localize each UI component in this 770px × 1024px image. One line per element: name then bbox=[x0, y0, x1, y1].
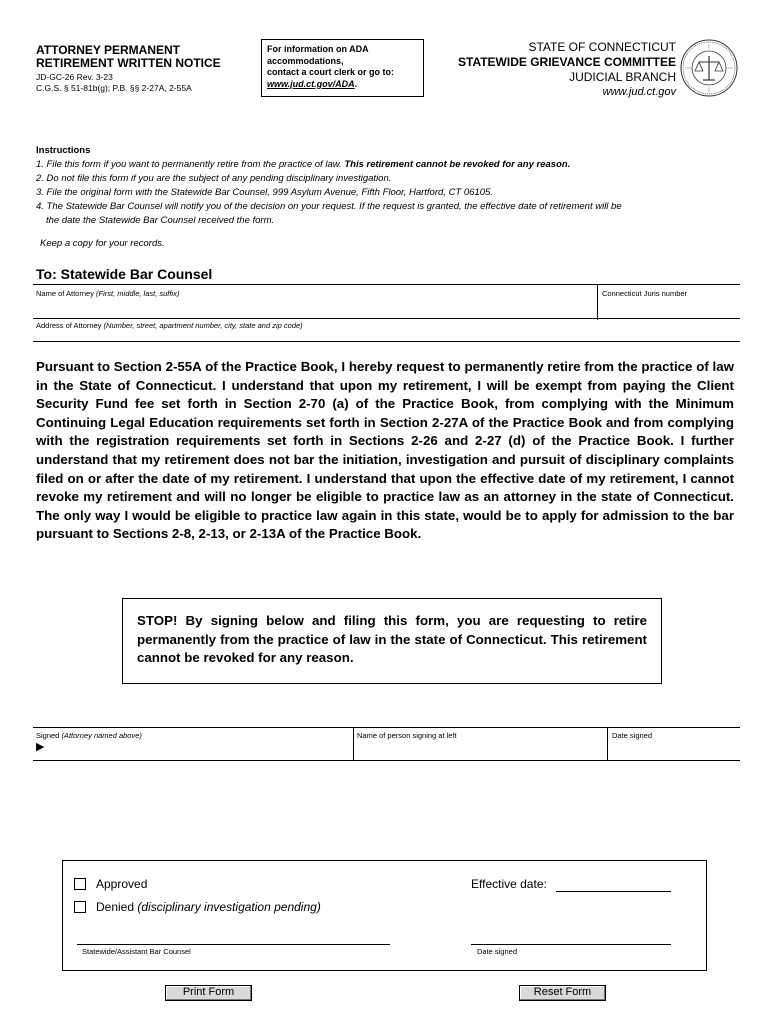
sign-here-arrow-icon: ▶ bbox=[36, 741, 45, 753]
instruction-1-emphasis: This retirement cannot be revoked for any reason. bbox=[344, 159, 571, 170]
form-title-line1: ATTORNEY PERMANENT bbox=[36, 43, 181, 57]
keep-copy-note: Keep a copy for your records. bbox=[40, 238, 165, 249]
name-field-hint: (First, middle, last, suffix) bbox=[96, 289, 180, 298]
form-id: JD-GC-26 Rev. 3-23 bbox=[36, 72, 113, 82]
approval-section bbox=[62, 860, 707, 971]
judicial-seal-icon bbox=[679, 38, 739, 98]
committee-name: STATEWIDE GRIEVANCE COMMITTEE bbox=[458, 55, 676, 69]
form-title bbox=[36, 44, 221, 70]
juris-number-field[interactable] bbox=[602, 289, 687, 298]
effective-date-field[interactable] bbox=[556, 891, 671, 892]
denied-label bbox=[96, 900, 321, 914]
form-title-line2: RETIREMENT WRITTEN NOTICE bbox=[36, 56, 221, 70]
reset-form-button[interactable]: Reset Form bbox=[519, 985, 606, 1001]
signature-field[interactable] bbox=[36, 731, 142, 740]
print-form-button[interactable]: Print Form bbox=[165, 985, 252, 1001]
divider bbox=[353, 728, 354, 761]
stop-warning-box: STOP! By signing below and filing this form, you are requesting to retire permanently from the practice of law in the state of Connecticut. This retirement cannot be revoked for any reason. bbox=[122, 598, 662, 684]
counsel-signature-label: Statewide/Assistant Bar Counsel bbox=[82, 947, 191, 956]
instruction-item-4-cont: the date the Statewide Bar Counsel received the form. bbox=[46, 215, 275, 226]
instruction-item-3: 3. File the original form with the Statewide Bar Counsel, 999 Asylum Avenue, Fifth Floor, Hartford, CT 06105. bbox=[36, 187, 493, 198]
counsel-date-field[interactable] bbox=[471, 944, 671, 945]
counsel-date-label: Date signed bbox=[477, 947, 518, 956]
name-field-label: Name of Attorney bbox=[36, 289, 97, 298]
ada-line3: contact a court clerk or go to: bbox=[267, 67, 395, 77]
date-signed-field[interactable] bbox=[612, 731, 652, 740]
denied-checkbox[interactable] bbox=[74, 901, 86, 913]
state-name: STATE OF CONNECTICUT bbox=[528, 40, 676, 54]
approved-label: Approved bbox=[96, 877, 148, 891]
instructions bbox=[36, 144, 741, 228]
ada-line2: accommodations, bbox=[267, 55, 344, 66]
effective-date-label: Effective date: bbox=[471, 877, 547, 891]
retirement-statement: Pursuant to Section 2-55A of the Practice Book, I hereby request to permanently retire from the practice of law in the State of Connecticut. I understand that upon my retirement, I will be exempt from paying the Client Security Fund fee set forth in Section 2-70 (a) of the Practice Book, from complying with the Minimum Continuing Legal Education requirements set forth in Section 2-27A of the Practice Book and from complying with the registration requirements set forth in Sections 2-26 and 2-27 (d) of the Practice Book. I further understand that my retirement does not bar the initiation, investigation and pursuit of disciplinary complaints filed on or after the date of my retirement. I understand that upon the effective date of my retirement, I cannot revoke my retirement and will no longer be eligible to practice law as an attorney in the state of Connecticut. The only way I would be eligible to practice law again in this state, would be to apply for admission to the bar pursuant to Sections 2-8, 2-13, or 2-13A of the Practice Book. bbox=[36, 359, 734, 542]
approved-checkbox[interactable] bbox=[74, 878, 86, 890]
website-link[interactable]: www.jud.ct.gov bbox=[602, 86, 676, 98]
ada-line1: For information on ADA bbox=[267, 44, 369, 54]
instruction-item-1 bbox=[36, 158, 741, 172]
juris-number-label: Connecticut Juris number bbox=[602, 289, 688, 298]
address-field[interactable] bbox=[36, 321, 303, 330]
signature-hint: (Attorney named above) bbox=[61, 731, 142, 740]
addressee: To: Statewide Bar Counsel bbox=[36, 266, 213, 282]
date-signed-label: Date signed bbox=[612, 731, 653, 740]
denied-hint: (disciplinary investigation pending) bbox=[137, 900, 321, 914]
form-statutes: C.G.S. § 51-81b(g); P.B. §§ 2-27A, 2-55A bbox=[36, 83, 192, 93]
address-field-hint: (Number, street, apartment number, city, state and zip code) bbox=[103, 321, 303, 330]
divider bbox=[607, 728, 608, 761]
instruction-item-4: 4. The Statewide Bar Counsel will notify you of the decision on your request. If the request is granted, the effective date of retirement will be bbox=[36, 201, 622, 212]
instruction-item-2: 2. Do not file this form if you are the subject of any pending disciplinary investigation. bbox=[36, 173, 392, 184]
name-field[interactable] bbox=[36, 289, 179, 298]
signature-label: Signed bbox=[36, 731, 62, 740]
denied-text: Denied bbox=[96, 900, 138, 914]
divider bbox=[33, 760, 740, 761]
address-field-label: Address of Attorney bbox=[36, 321, 104, 330]
branch-name: JUDICIAL BRANCH bbox=[569, 70, 676, 84]
ada-info-box bbox=[261, 39, 424, 97]
ada-period: . bbox=[354, 78, 358, 89]
divider bbox=[597, 285, 598, 320]
counsel-signature-field[interactable] bbox=[77, 944, 390, 945]
divider bbox=[33, 318, 740, 319]
agency-block bbox=[430, 40, 676, 100]
divider bbox=[33, 341, 740, 342]
divider bbox=[33, 284, 740, 285]
ada-link[interactable]: www.jud.ct.gov/ADA bbox=[267, 78, 355, 89]
instruction-1-text: 1. File this form if you want to permanently retire from the practice of law. bbox=[36, 159, 345, 170]
instructions-heading: Instructions bbox=[36, 145, 91, 156]
signer-name-field[interactable] bbox=[357, 731, 457, 740]
form-meta bbox=[36, 72, 192, 94]
signer-name-label: Name of person signing at left bbox=[357, 731, 457, 740]
divider bbox=[33, 727, 740, 728]
